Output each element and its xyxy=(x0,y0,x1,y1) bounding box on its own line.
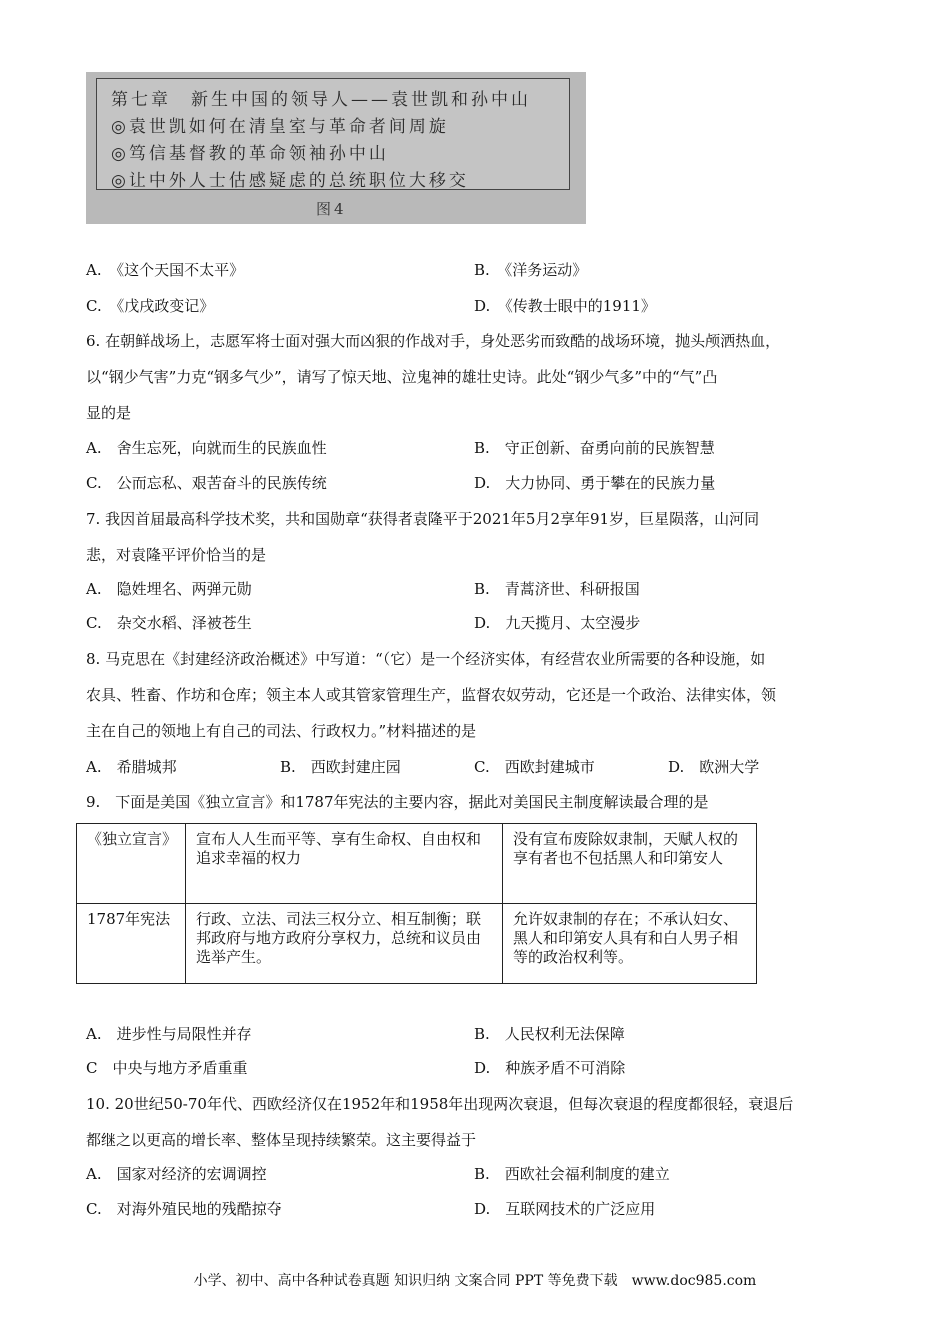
q10-line-1: 10. 20世纪50-70年代、西欧经济仅在1952年和1958年出现两次衰退，但每次衰退的程度都很轻，衰退后 xyxy=(86,1095,794,1113)
q6-option-a: A. 舍生忘死，向就而生的民族血性 xyxy=(86,439,327,457)
q8-line-2: 农具、牲畜、作坊和仓库；领主本人或其管家管理生产，监督农奴劳动，它还是一个政治、法律实体，领 xyxy=(86,686,777,704)
q10-option-a: A. 国家对经济的宏调调控 xyxy=(86,1165,267,1183)
q5-option-d: D. 《传教士眼中的1911》 xyxy=(474,297,656,315)
figure-photo xyxy=(86,72,586,224)
q5-option-c: C. 《戊戌政变记》 xyxy=(86,297,215,315)
figure-line-2: ◎袁世凯如何在清皇室与革命者间周旋 xyxy=(111,117,449,137)
figure-line-1: 第七章 新生中国的领导人——袁世凯和孙中山 xyxy=(111,90,531,110)
table-cell: 《独立宣言》 xyxy=(77,824,186,904)
q9-option-c: C 中央与地方矛盾重重 xyxy=(86,1059,248,1077)
q8-option-a: A. 希腊城邦 xyxy=(86,758,177,776)
table-cell: 1787年宪法 xyxy=(77,904,186,984)
q7-option-b: B. 青蒿济世、科研报国 xyxy=(474,580,640,598)
q8-option-b: B. 西欧封建庄园 xyxy=(280,758,401,776)
q9-table xyxy=(76,823,757,984)
table-row xyxy=(77,824,757,904)
figure-box xyxy=(96,78,570,190)
q5-option-a: A. 《这个天国不太平》 xyxy=(86,261,245,279)
table-cell: 没有宣布废除奴隶制，天赋人权的享有者也不包括黑人和印第安人 xyxy=(503,824,757,904)
q8-option-c: C. 西欧封建城市 xyxy=(474,758,595,776)
table-cell: 允许奴隶制的存在；不承认妇女、黑人和印第安人具有和白人男子相等的政治权利等。 xyxy=(503,904,757,984)
table-cell: 行政、立法、司法三权分立、相互制衡；联邦政府与地方政府分享权力，总统和议员由选举产生。 xyxy=(186,904,503,984)
footer-text: 小学、初中、高中各种试卷真题 知识归纳 文案合同 PPT 等免费下载 www.doc985.com xyxy=(193,1273,757,1289)
q8-line-1: 8. 马克思在《封建经济政治概述》中写道：“（它）是一个经济实体，有经营农业所需要的各种设施，如 xyxy=(86,650,766,668)
table-cell: 宣布人人生而平等、享有生命权、自由权和追求幸福的权力 xyxy=(186,824,503,904)
q6-line-2: 以“钢少气害”力克“钢多气少”，请写了惊天地、泣鬼神的雄壮史诗。此处“钢少气多”中的“气”凸 xyxy=(86,368,718,386)
q7-option-d: D. 九天揽月、太空漫步 xyxy=(474,614,641,632)
q7-option-c: C. 杂交水稻、泽被苍生 xyxy=(86,614,252,632)
q6-option-c: C. 公而忘私、艰苦奋斗的民族传统 xyxy=(86,474,327,492)
q5-option-b: B. 《洋务运动》 xyxy=(474,261,588,279)
figure-caption: 图4 xyxy=(316,200,347,218)
q8-line-3: 主在自己的领地上有自己的司法、行政权力。”材料描述的是 xyxy=(86,722,477,740)
q8-option-d: D. 欧洲大学 xyxy=(668,758,760,776)
q7-line-1: 7. 我因首届最高科学技术奖，共和国勋章“获得者袁隆平于2021年5月2享年91岁，巨星陨落，山河同 xyxy=(86,510,760,528)
q7-option-a: A. 隐姓埋名、两弹元勋 xyxy=(86,580,252,598)
q6-option-b: B. 守正创新、奋勇向前的民族智慧 xyxy=(474,439,715,457)
q10-line-2: 都继之以更高的增长率、整体呈现持续繁荣。这主要得益于 xyxy=(86,1131,477,1149)
q6-line-3: 显的是 xyxy=(86,404,132,422)
q9-option-b: B. 人民权利无法保障 xyxy=(474,1025,625,1043)
q9-option-a: A. 进步性与局限性并存 xyxy=(86,1025,252,1043)
table-row xyxy=(77,904,757,984)
q9-option-d: D. 种族矛盾不可消除 xyxy=(474,1059,626,1077)
q10-option-b: B. 西欧社会福利制度的建立 xyxy=(474,1165,670,1183)
q6-line-1: 6. 在朝鲜战场上，志愿军将士面对强大而凶狠的作战对手，身处恶劣而致酷的战场环境，抛头颅洒热血， xyxy=(86,332,781,350)
q10-option-c: C. 对海外殖民地的残酷掠夺 xyxy=(86,1200,282,1218)
q7-line-2: 悲，对袁隆平评价恰当的是 xyxy=(86,546,267,564)
q9-line-1: 9. 下面是美国《独立宣言》和1787年宪法的主要内容，据此对美国民主制度解读最合理的是 xyxy=(86,793,709,811)
q10-option-d: D. 互联网技术的广泛应用 xyxy=(474,1200,656,1218)
figure-line-3: ◎笃信基督教的革命领袖孙中山 xyxy=(111,144,389,164)
q6-option-d: D. 大力协同、勇于攀在的民族力量 xyxy=(474,474,716,492)
figure-line-4: ◎让中外人士估感疑虑的总统职位大移交 xyxy=(111,171,469,191)
